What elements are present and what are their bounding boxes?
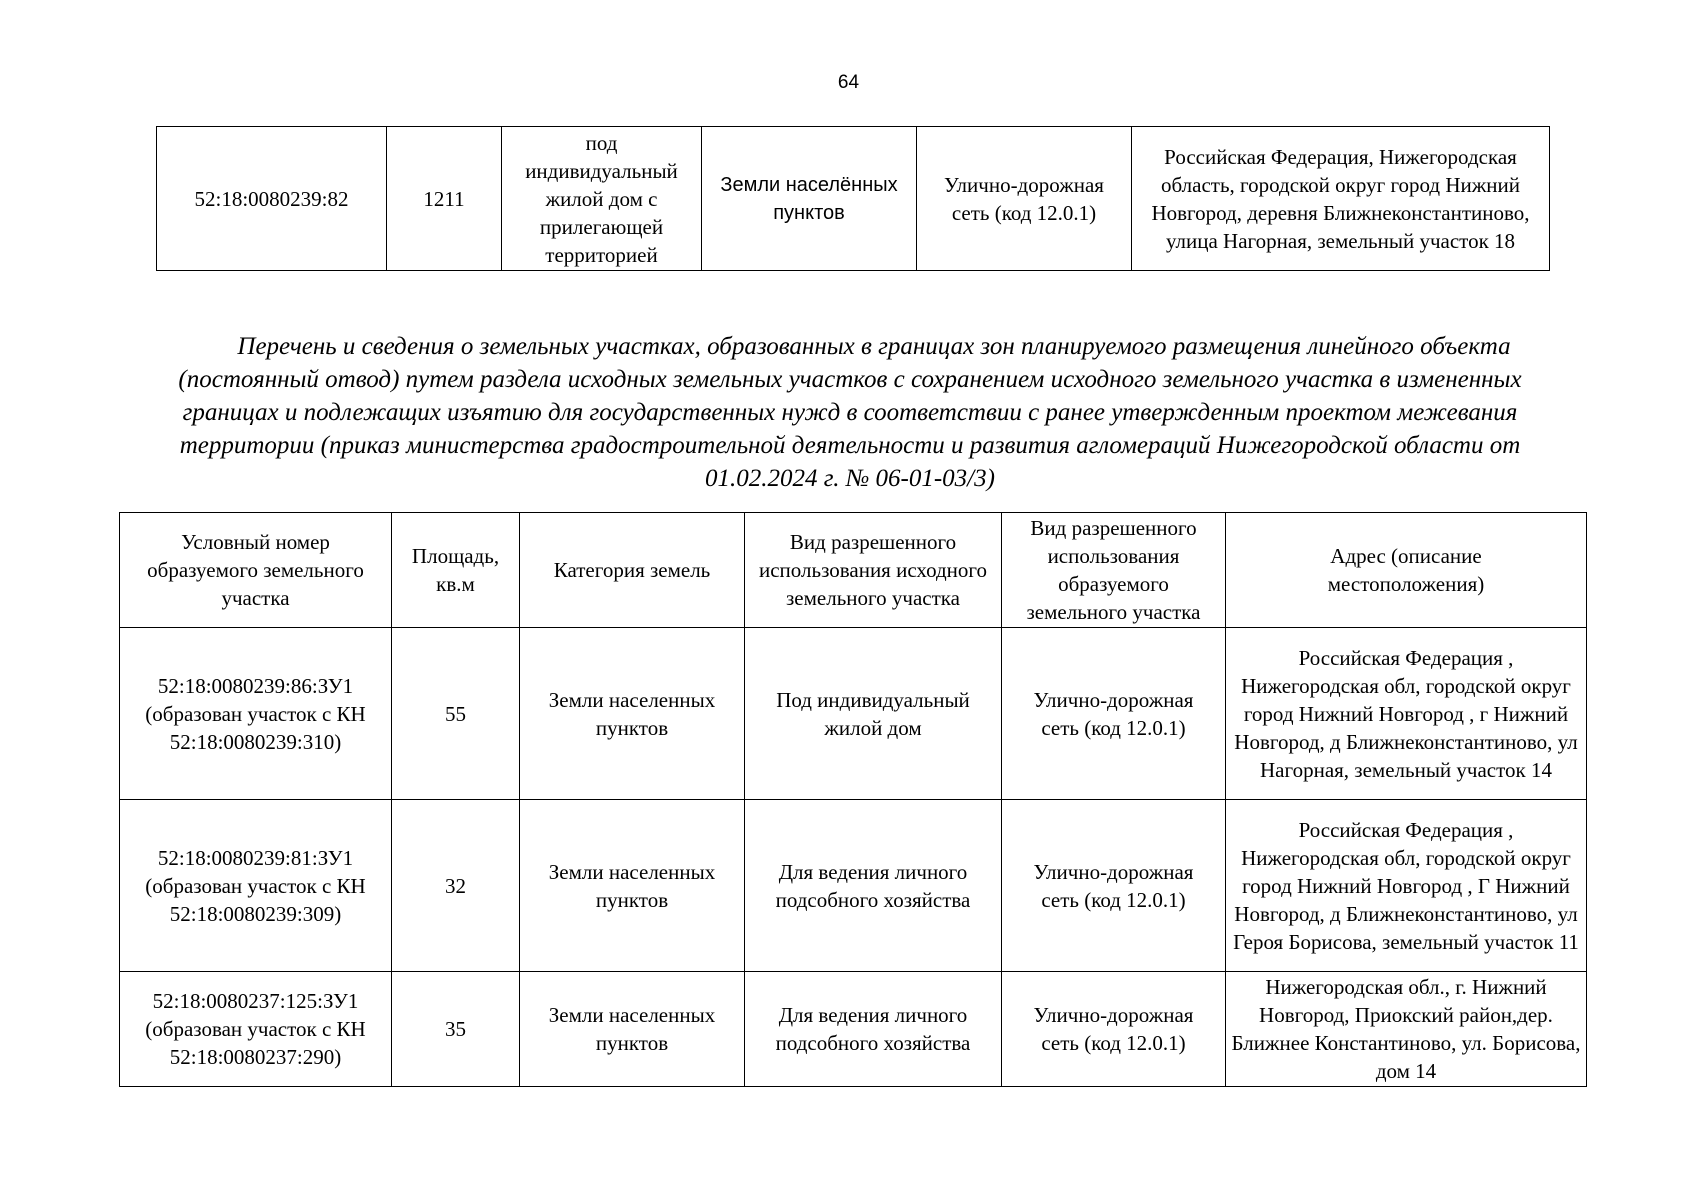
header-number: Условный номер образуемого земельного участка (120, 513, 392, 628)
parcels-table (119, 512, 1587, 1087)
cell-number: 52:18:0080239:81:ЗУ1 (образован участок с КН 52:18:0080239:309) (120, 800, 392, 972)
table-row (120, 972, 1587, 1087)
continued-table (156, 126, 1550, 271)
cell-address: Российская Федерация , Нижегородская обл, городской округ город Нижний Новгород , г Нижний Новгород, д Ближнеконстантиново, ул Нагорная, земельный участок 14 (1226, 628, 1587, 800)
cell-number: 52:18:0080237:125:ЗУ1 (образован участок с КН 52:18:0080237:290) (120, 972, 392, 1087)
cell-category: Земли населенных пунктов (520, 628, 745, 800)
cell-category: Земли населённых пунктов (702, 127, 917, 271)
table-row (157, 127, 1550, 271)
cell-cadastral: 52:18:0080239:82 (157, 127, 387, 271)
table-row (120, 800, 1587, 972)
caption-text: Перечень и сведения о земельных участках, образованных в границах зон планируемого размещения линейного объекта (постоянный отвод) путем раздела исходных земельных участков с сохранением исходного земельного участка в измененных границах и подлежащих изъятию для государственных нужд в соответствии с ранее утвержденным проектом межевания территории (приказ министерства градостроительной деятельности и развития агломераций Нижегородской области от 01.02.2024 г. № 06-01-03/3) (178, 333, 1522, 492)
header-area: Площадь, кв.м (392, 513, 520, 628)
section-caption (150, 330, 1550, 495)
cell-use-new: Улично-дорожная сеть (код 12.0.1) (1002, 972, 1226, 1087)
cell-area: 1211 (387, 127, 502, 271)
header-use-new: Вид разрешенного использования образуемого земельного участка (1002, 513, 1226, 628)
cell-use-new: Улично-дорожная сеть (код 12.0.1) (917, 127, 1132, 271)
cell-use-original: Для ведения личного подсобного хозяйства (745, 800, 1002, 972)
cell-use-original: Под индивидуальный жилой дом (745, 628, 1002, 800)
header-address: Адрес (описание местоположения) (1226, 513, 1587, 628)
cell-address: Российская Федерация, Нижегородская область, городской округ город Нижний Новгород, деревня Ближнеконстантиново, улица Нагорная, земельный участок 18 (1132, 127, 1550, 271)
page-number: 64 (837, 72, 860, 93)
cell-area: 32 (392, 800, 520, 972)
cell-category: Земли населенных пунктов (520, 800, 745, 972)
cell-use-original: под индивидуальный жилой дом с прилегающей территорией (502, 127, 702, 271)
cell-use-new: Улично-дорожная сеть (код 12.0.1) (1002, 628, 1226, 800)
cell-number: 52:18:0080239:86:ЗУ1 (образован участок с КН 52:18:0080239:310) (120, 628, 392, 800)
cell-category: Земли населенных пунктов (520, 972, 745, 1087)
cell-address: Российская Федерация , Нижегородская обл, городской округ город Нижний Новгород , Г Нижний Новгород, д Ближнеконстантиново, ул Героя Борисова, земельный участок 11 (1226, 800, 1587, 972)
table-header-row (120, 513, 1587, 628)
cell-area: 55 (392, 628, 520, 800)
header-category: Категория земель (520, 513, 745, 628)
table-row (120, 628, 1587, 800)
header-use-original: Вид разрешенного использования исходного земельного участка (745, 513, 1002, 628)
cell-use-original: Для ведения личного подсобного хозяйства (745, 972, 1002, 1087)
cell-address: Нижегородская обл., г. Нижний Новгород, Приокский район,дер. Ближнее Константиново, ул. Борисова, дом 14 (1226, 972, 1587, 1087)
cell-use-new: Улично-дорожная сеть (код 12.0.1) (1002, 800, 1226, 972)
cell-area: 35 (392, 972, 520, 1087)
